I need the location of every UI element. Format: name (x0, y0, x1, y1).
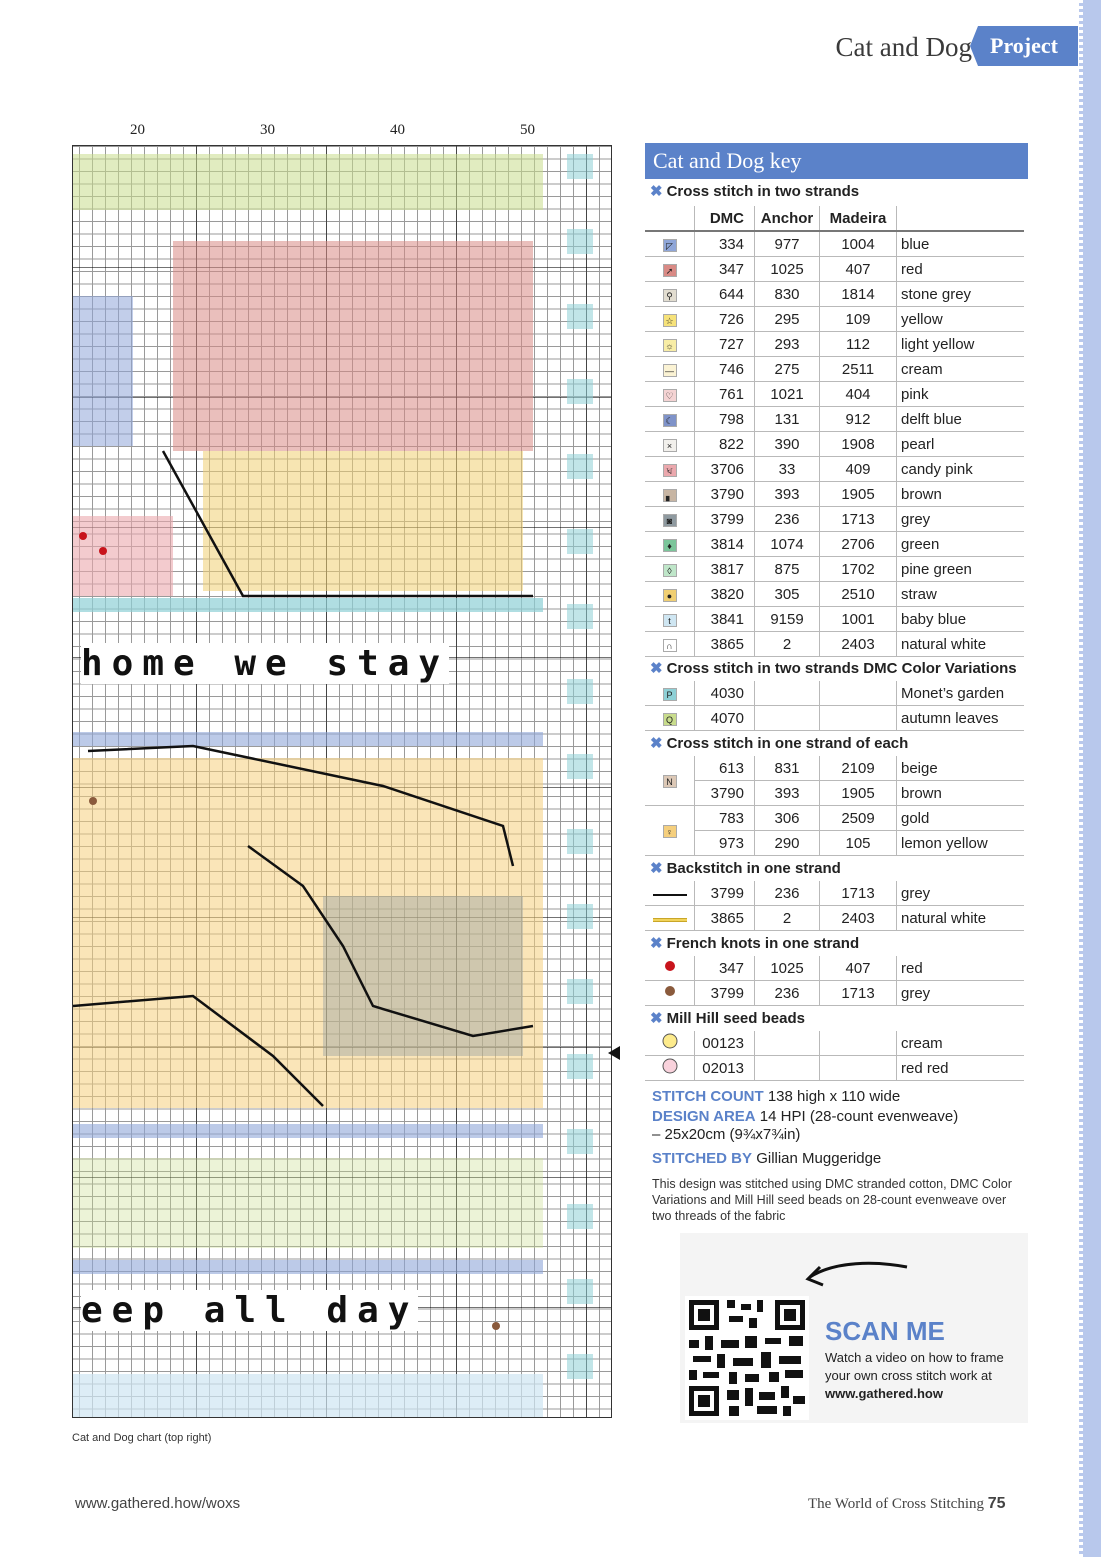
key-anchor-cell: 305 (755, 582, 820, 607)
key-symbol-cell (645, 906, 695, 931)
key-madeira-cell: 1702 (820, 557, 897, 582)
key-symbol-cell (645, 557, 695, 582)
key-row (645, 681, 1024, 706)
key-name-cell: baby blue (897, 607, 1025, 632)
key-symbol-cell (645, 457, 695, 482)
key-anchor-cell: 236 (755, 881, 820, 906)
key-madeira-cell: 409 (820, 457, 897, 482)
key-dmc-cell: 3706 (695, 457, 755, 482)
stitch-symbol-icon: N (663, 775, 677, 788)
key-name-cell: cream (897, 1031, 1025, 1056)
key-table (645, 956, 1024, 1006)
key-row (645, 282, 1024, 307)
key-name-cell: light yellow (897, 332, 1025, 357)
scan-me-description: Watch a video on how to frame your own cross stitch work at (825, 1350, 1004, 1383)
key-dmc-cell: 3817 (695, 557, 755, 582)
key-row (645, 457, 1024, 482)
key-name-cell: pearl (897, 432, 1025, 457)
key-dmc-cell: 3790 (695, 482, 755, 507)
stitch-count-label: STITCH COUNT (652, 1088, 764, 1105)
key-symbol-cell (645, 681, 695, 706)
key-name-cell: green (897, 532, 1025, 557)
key-row (645, 532, 1024, 557)
key-anchor-cell: 390 (755, 432, 820, 457)
key-section-heading (650, 182, 859, 200)
key-madeira-cell: 2509 (820, 806, 897, 831)
backstitch-line-icon (653, 917, 687, 923)
key-dmc-cell: 798 (695, 407, 755, 432)
stitch-symbol-icon: ◊ (663, 564, 677, 577)
key-dmc-cell: 3841 (695, 607, 755, 632)
key-symbol-cell (645, 482, 695, 507)
key-anchor-cell: 1025 (755, 956, 820, 981)
key-madeira-cell (820, 1031, 897, 1056)
key-row (645, 1056, 1024, 1081)
cross-icon: ✖ (650, 1010, 663, 1027)
stitch-symbol-icon: ♡ (663, 389, 677, 402)
key-madeira-cell (820, 681, 897, 706)
key-symbol-cell (645, 956, 695, 981)
key-name-cell: brown (897, 781, 1025, 806)
key-dmc-cell: 3799 (695, 881, 755, 906)
key-anchor-cell: 290 (755, 831, 820, 856)
key-name-cell: red (897, 956, 1025, 981)
key-row (645, 557, 1024, 582)
key-row (645, 956, 1024, 981)
key-row (645, 706, 1024, 731)
key-symbol-cell (645, 307, 695, 332)
key-name-cell: red red (897, 1056, 1025, 1081)
key-madeira-cell: 109 (820, 307, 897, 332)
key-header-cell: Madeira (820, 206, 897, 231)
key-symbol-cell (645, 231, 695, 257)
key-madeira-cell: 404 (820, 382, 897, 407)
stitch-symbol-icon: ♀ (663, 825, 677, 838)
arrow-icon (795, 1255, 915, 1295)
stitch-symbol-icon: ঘ (663, 464, 677, 477)
key-dmc-cell: 3799 (695, 981, 755, 1006)
backstitch-line-icon (653, 892, 687, 898)
key-anchor-cell: 295 (755, 307, 820, 332)
chart-phrase-home-we-stay: home we stay (81, 643, 450, 684)
design-area (652, 1108, 1032, 1125)
key-name-cell: brown (897, 482, 1025, 507)
scan-me-title: SCAN ME (825, 1316, 945, 1346)
cross-stitch-chart (72, 145, 612, 1418)
cross-icon: ✖ (650, 860, 663, 877)
key-dmc-cell: 3820 (695, 582, 755, 607)
stitch-symbol-icon: — (663, 364, 677, 377)
stitch-count-value: 138 high x 110 wide (767, 1088, 901, 1105)
key-dmc-cell: 613 (695, 756, 755, 781)
key-madeira-cell: 1908 (820, 432, 897, 457)
key-anchor-cell: 831 (755, 756, 820, 781)
cross-icon: ✖ (650, 735, 663, 752)
key-table (645, 206, 1024, 657)
key-row (645, 432, 1024, 457)
design-area-value: 14 HPI (28-count evenweave) (759, 1108, 959, 1125)
key-name-cell: natural white (897, 632, 1025, 657)
key-row (645, 981, 1024, 1006)
key-madeira-cell: 2510 (820, 582, 897, 607)
key-symbol-cell (645, 806, 695, 856)
key-madeira-cell: 407 (820, 956, 897, 981)
key-header-cell (645, 206, 695, 231)
key-madeira-cell: 2403 (820, 632, 897, 657)
key-anchor-cell: 236 (755, 981, 820, 1006)
stitch-symbol-icon: ♦ (663, 539, 677, 552)
key-anchor-cell: 875 (755, 557, 820, 582)
column-number: 40 (390, 122, 405, 138)
stitched-by-label: STITCHED BY (652, 1150, 753, 1167)
column-number: 50 (520, 122, 535, 138)
footer-magazine (808, 1495, 1006, 1513)
seed-bead-icon (661, 1032, 679, 1050)
scan-me-text (825, 1349, 1025, 1403)
key-symbol-cell (645, 507, 695, 532)
key-row (645, 1031, 1024, 1056)
key-symbol-cell (645, 257, 695, 282)
key-dmc-cell: 3814 (695, 532, 755, 557)
key-madeira-cell: 1905 (820, 482, 897, 507)
key-name-cell: lemon yellow (897, 831, 1025, 856)
key-symbol-cell (645, 282, 695, 307)
key-anchor-cell: 33 (755, 457, 820, 482)
key-name-cell: straw (897, 582, 1025, 607)
key-symbol-cell (645, 1056, 695, 1081)
key-symbol-cell (645, 382, 695, 407)
stitch-symbol-icon: ● (663, 589, 677, 602)
key-madeira-cell: 1814 (820, 282, 897, 307)
key-dmc-cell: 783 (695, 806, 755, 831)
key-symbol-cell (645, 981, 695, 1006)
page-edge-stripe (1079, 0, 1101, 1557)
key-row (645, 831, 1024, 856)
key-symbol-cell (645, 706, 695, 731)
key-anchor-cell: 2 (755, 632, 820, 657)
key-table (645, 756, 1024, 856)
key-madeira-cell: 912 (820, 407, 897, 432)
key-symbol-cell (645, 881, 695, 906)
key-anchor-cell: 131 (755, 407, 820, 432)
key-anchor-cell: 1021 (755, 382, 820, 407)
key-name-cell: grey (897, 981, 1025, 1006)
key-name-cell: pine green (897, 557, 1025, 582)
key-table (645, 1031, 1024, 1081)
key-dmc-cell: 02013 (695, 1056, 755, 1081)
key-dmc-cell: 3865 (695, 906, 755, 931)
key-anchor-cell: 393 (755, 781, 820, 806)
key-anchor-cell (755, 681, 820, 706)
stitch-symbol-icon: ▖ (663, 489, 677, 502)
key-name-cell: grey (897, 507, 1025, 532)
seed-bead-icon (661, 1057, 679, 1075)
stitch-symbol-icon: P (663, 688, 677, 701)
page-number: 75 (987, 1495, 1006, 1512)
key-dmc-cell: 3790 (695, 781, 755, 806)
key-dmc-cell: 3865 (695, 632, 755, 657)
key-symbol-cell (645, 582, 695, 607)
key-madeira-cell: 2403 (820, 906, 897, 931)
key-name-cell: gold (897, 806, 1025, 831)
key-dmc-cell: 726 (695, 307, 755, 332)
key-anchor-cell: 1025 (755, 257, 820, 282)
footer-magazine-title: The World of Cross Stitching (808, 1496, 985, 1512)
key-section-title: Cross stitch in one strand of each (666, 735, 909, 752)
key-anchor-cell: 236 (755, 507, 820, 532)
key-dmc-cell: 644 (695, 282, 755, 307)
key-row (645, 582, 1024, 607)
key-section-heading (650, 934, 859, 952)
key-row (645, 307, 1024, 332)
stitch-symbol-icon: ☼ (663, 339, 677, 352)
cross-icon: ✖ (650, 183, 663, 200)
key-symbol-cell (645, 607, 695, 632)
key-dmc-cell: 3799 (695, 507, 755, 532)
stitch-symbol-icon: ☆ (663, 314, 677, 327)
stitch-symbol-icon: ☾ (663, 414, 677, 427)
qr-code[interactable] (685, 1296, 809, 1420)
key-madeira-cell: 1004 (820, 231, 897, 257)
key-madeira-cell: 1713 (820, 981, 897, 1006)
project-badge: Project (978, 26, 1078, 66)
materials-note: This design was stitched using DMC stranded cotton, DMC Color Variations and Mill Hill seed beads on 28-count evenweave over two threads of the fabric (652, 1177, 1012, 1223)
stitch-symbol-icon: ◸ (663, 239, 677, 252)
key-name-cell: stone grey (897, 282, 1025, 307)
french-knot (99, 547, 107, 555)
key-dmc-cell: 347 (695, 257, 755, 282)
stitched-by (652, 1150, 1032, 1167)
key-dmc-cell: 973 (695, 831, 755, 856)
key-name-cell: delft blue (897, 407, 1025, 432)
chart-caption: Cat and Dog chart (top right) (72, 1432, 212, 1444)
key-row (645, 881, 1024, 906)
column-numbers (72, 122, 612, 140)
chart-backstitch-lines (73, 146, 612, 1418)
key-name-cell: Monet’s garden (897, 681, 1025, 706)
key-madeira-cell: 2109 (820, 756, 897, 781)
design-area-size: – 25x20cm (9¾x7¾in) (652, 1126, 801, 1143)
key-row (645, 806, 1024, 831)
key-header-cell: DMC (695, 206, 755, 231)
column-number: 30 (260, 122, 275, 138)
key-anchor-cell: 830 (755, 282, 820, 307)
key-symbol-cell (645, 532, 695, 557)
key-anchor-cell (755, 1031, 820, 1056)
stitched-by-value: Gillian Muggeridge (756, 1150, 882, 1167)
key-section-title: Backstitch in one strand (666, 860, 841, 877)
key-name-cell: blue (897, 231, 1025, 257)
key-row (645, 507, 1024, 532)
chart-phrase-eep-all-day: eep all day (81, 1290, 419, 1331)
key-row (645, 231, 1024, 257)
key-table (645, 681, 1024, 731)
key-header-cell (897, 206, 1025, 231)
key-dmc-cell: 347 (695, 956, 755, 981)
key-anchor-cell: 393 (755, 482, 820, 507)
key-table (645, 881, 1024, 931)
scan-me-url[interactable]: www.gathered.how (825, 1386, 943, 1401)
column-number: 20 (130, 122, 145, 138)
key-anchor-cell: 2 (755, 906, 820, 931)
key-row (645, 357, 1024, 382)
key-dmc-cell: 746 (695, 357, 755, 382)
key-row (645, 607, 1024, 632)
key-section-heading (650, 734, 908, 752)
key-name-cell: autumn leaves (897, 706, 1025, 731)
key-row (645, 382, 1024, 407)
key-name-cell: pink (897, 382, 1025, 407)
cross-icon: ✖ (650, 935, 663, 952)
section-title: Cat and Dog (835, 32, 972, 62)
key-anchor-cell: 9159 (755, 607, 820, 632)
stitch-count (652, 1088, 1032, 1105)
key-section-title: Mill Hill seed beads (666, 1010, 805, 1027)
key-row (645, 756, 1024, 781)
key-header-row (645, 206, 1024, 231)
stitch-symbol-icon: ∩ (663, 639, 677, 652)
stitch-symbol-icon: ➚ (663, 264, 677, 277)
key-name-cell: yellow (897, 307, 1025, 332)
key-row (645, 482, 1024, 507)
key-anchor-cell: 1074 (755, 532, 820, 557)
stitch-symbol-icon: t (663, 614, 677, 627)
stitch-symbol-icon: ⚲ (663, 289, 677, 302)
french-knot (79, 532, 87, 540)
key-anchor-cell: 293 (755, 332, 820, 357)
key-symbol-cell (645, 357, 695, 382)
design-area-label: DESIGN AREA (652, 1108, 756, 1125)
cross-icon: ✖ (650, 660, 663, 677)
key-dmc-cell: 334 (695, 231, 755, 257)
key-name-cell: grey (897, 881, 1025, 906)
key-madeira-cell: 407 (820, 257, 897, 282)
key-anchor-cell (755, 706, 820, 731)
key-section-title: French knots in one strand (666, 935, 860, 952)
key-symbol-cell (645, 1031, 695, 1056)
french-knot (89, 797, 97, 805)
key-row (645, 257, 1024, 282)
key-section-heading (650, 859, 841, 877)
french-knot-icon (661, 982, 679, 1000)
key-section-title: Cross stitch in two strands (666, 183, 860, 200)
key-name-cell: natural white (897, 906, 1025, 931)
key-madeira-cell: 112 (820, 332, 897, 357)
key-anchor-cell: 977 (755, 231, 820, 257)
key-madeira-cell: 1001 (820, 607, 897, 632)
key-madeira-cell: 1905 (820, 781, 897, 806)
centre-marker-arrow (608, 1046, 620, 1060)
key-name-cell: beige (897, 756, 1025, 781)
key-row (645, 781, 1024, 806)
key-name-cell: red (897, 257, 1025, 282)
key-symbol-cell (645, 432, 695, 457)
key-dmc-cell: 4030 (695, 681, 755, 706)
key-dmc-cell: 00123 (695, 1031, 755, 1056)
key-row (645, 332, 1024, 357)
key-header-cell: Anchor (755, 206, 820, 231)
key-madeira-cell (820, 1056, 897, 1081)
key-symbol-cell (645, 632, 695, 657)
key-title: Cat and Dog key (645, 143, 1028, 179)
key-madeira-cell: 105 (820, 831, 897, 856)
key-anchor-cell: 306 (755, 806, 820, 831)
footer-url[interactable]: www.gathered.how/woxs (75, 1495, 241, 1512)
key-section-title: Cross stitch in two strands DMC Color Variations (666, 660, 1017, 677)
key-anchor-cell: 275 (755, 357, 820, 382)
key-madeira-cell: 2706 (820, 532, 897, 557)
qr-icon (685, 1296, 809, 1420)
key-anchor-cell (755, 1056, 820, 1081)
key-dmc-cell: 822 (695, 432, 755, 457)
key-symbol-cell (645, 332, 695, 357)
key-name-cell: candy pink (897, 457, 1025, 482)
key-madeira-cell (820, 706, 897, 731)
key-dmc-cell: 4070 (695, 706, 755, 731)
stitch-symbol-icon: ◙ (663, 514, 677, 527)
key-madeira-cell: 2511 (820, 357, 897, 382)
key-name-cell: cream (897, 357, 1025, 382)
key-symbol-cell (645, 756, 695, 806)
stitch-symbol-icon: × (663, 439, 677, 452)
key-dmc-cell: 761 (695, 382, 755, 407)
key-row (645, 407, 1024, 432)
key-madeira-cell: 1713 (820, 881, 897, 906)
french-knot-icon (661, 957, 679, 975)
key-madeira-cell: 1713 (820, 507, 897, 532)
key-dmc-cell: 727 (695, 332, 755, 357)
key-section-heading (650, 659, 1017, 677)
key-row (645, 632, 1024, 657)
key-symbol-cell (645, 407, 695, 432)
french-knot (492, 1322, 500, 1330)
stitch-symbol-icon: Q (663, 713, 677, 726)
key-section-heading (650, 1009, 805, 1027)
key-row (645, 906, 1024, 931)
